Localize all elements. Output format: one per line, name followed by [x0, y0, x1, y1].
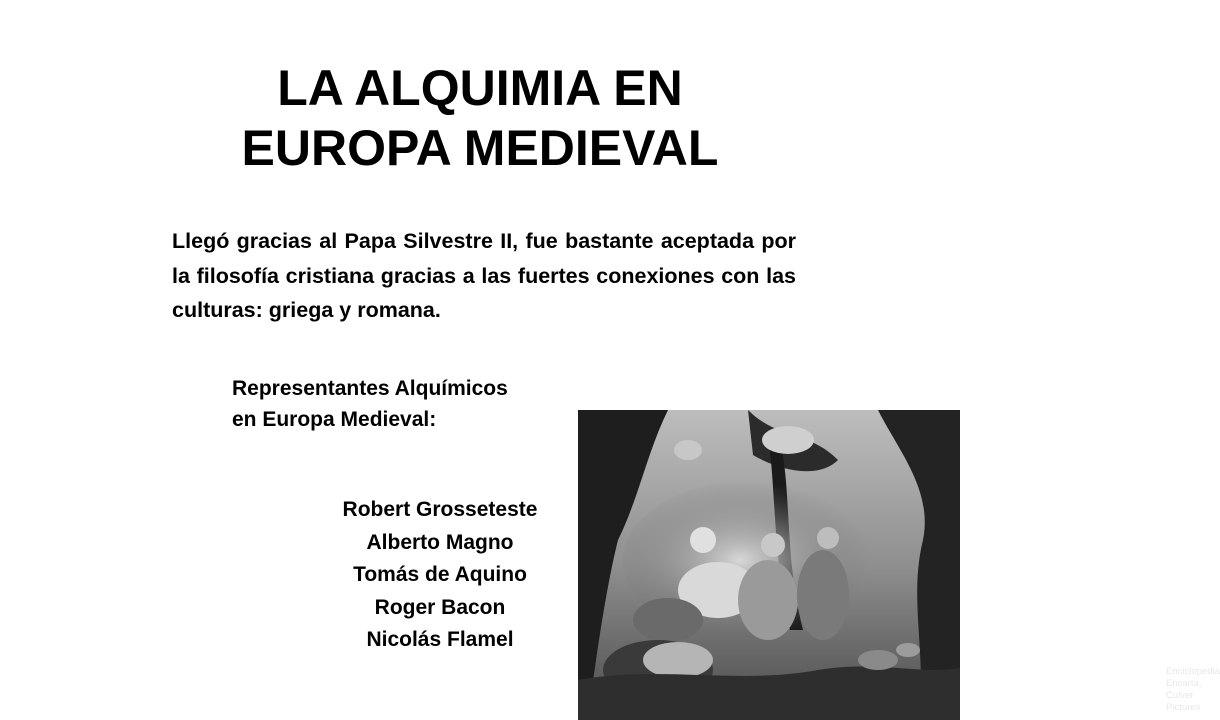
representative-item: Robert Grosseteste [342, 498, 538, 521]
representative-item: Alberto Magno [366, 530, 514, 554]
representatives-list [290, 494, 590, 657]
painting-illustration [578, 410, 960, 720]
intro-paragraph: Llegó gracias al Papa Silvestre II, fue bastante aceptada por la filosofía cristiana gracias a las fuertes conexiones con las culturas: griega y romana. [172, 229, 796, 322]
image-credit: Enciclopedia Encarta, Culver Pictures [1166, 666, 1220, 713]
representatives-heading [232, 373, 612, 435]
representative-item: Tomás de Aquino [353, 563, 527, 586]
representatives-heading-line-2: en Europa Medieval: [232, 408, 437, 431]
slide-title-line-2: EUROPA MEDIEVAL [241, 120, 719, 176]
slide-title-line-1: LA ALQUIMIA EN [277, 60, 683, 116]
representative-item: Roger Bacon [374, 595, 506, 619]
slide-title [180, 58, 780, 178]
representative-item: Nicolás Flamel [366, 628, 514, 651]
representatives-heading-line-1: Representantes Alquímicos [232, 377, 508, 400]
painting-image [578, 410, 1220, 720]
